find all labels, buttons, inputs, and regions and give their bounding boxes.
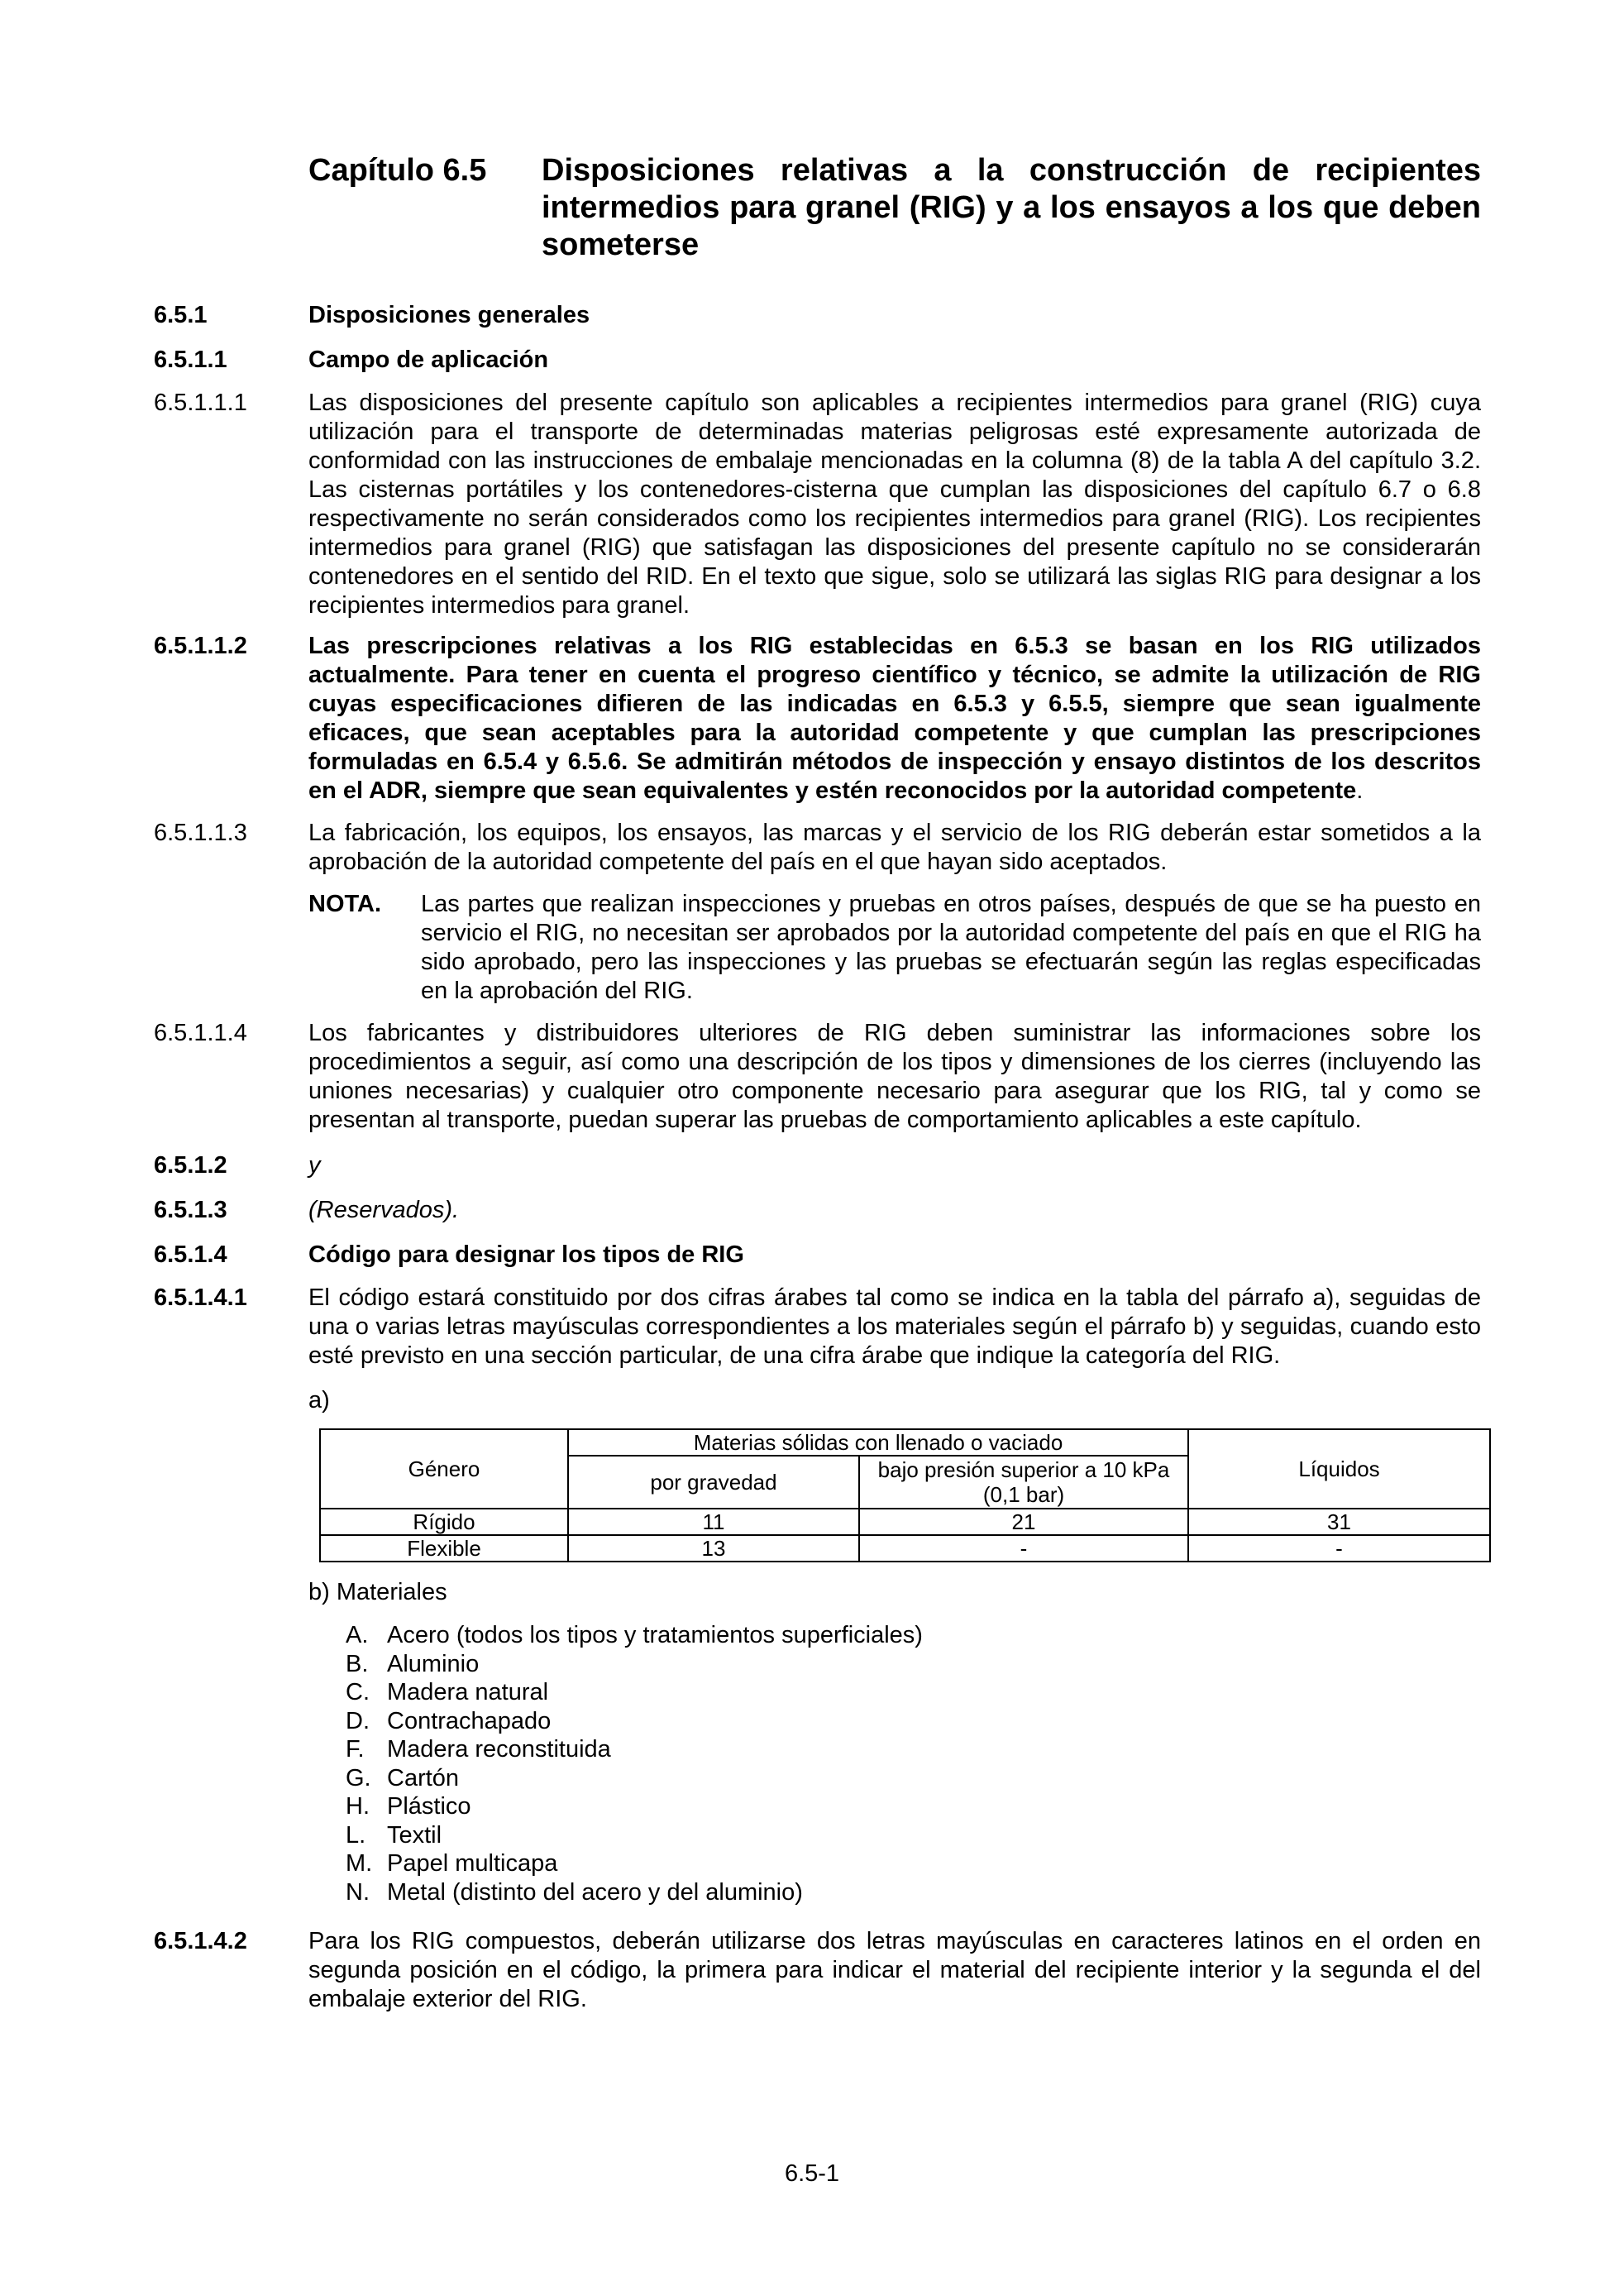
material-name: Madera natural	[387, 1679, 549, 1705]
cell-genero: Flexible	[320, 1535, 568, 1562]
section-title: Campo de aplicación	[308, 347, 549, 373]
material-name: Textil	[387, 1821, 442, 1849]
cell-presion: 21	[859, 1509, 1188, 1535]
paragraph-text: Los fabricantes y distribuidores ulteriores de RIG deben suministrar las informaciones sobre los procedimientos a seguir, así como una descripción de los tipos y dimensiones de los cierres (incluyendo las uniones necesarias) y cualquier otro componente necesario para asegurar que los RIG, tal y como se presentan al transporte, puedan superar las pruebas de comportamiento aplicables a este capítulo.	[308, 1020, 1481, 1133]
material-letter: C.	[346, 1679, 370, 1705]
material-letter: D.	[346, 1707, 370, 1734]
header-presion: bajo presión superior a 10 kPa (0,1 bar)	[859, 1456, 1188, 1509]
paragraph-number: 6.5.1.1.4	[154, 1020, 247, 1046]
header-gravedad: por gravedad	[568, 1456, 859, 1509]
cell-genero: Rígido	[320, 1509, 568, 1535]
section-text: y	[308, 1152, 321, 1179]
section-number: 6.5.1.3	[154, 1197, 227, 1223]
material-name: Contrachapado	[387, 1707, 552, 1734]
cell-liquidos: 31	[1188, 1509, 1490, 1535]
material-name: Metal (distinto del acero y del aluminio)	[387, 1878, 803, 1906]
paragraph-text: La fabricación, los equipos, los ensayos, las marcas y el servicio de los RIG deberán estar sometidos a la aprobación de la autoridad competente del país en el que hayan sido aceptados.	[308, 820, 1481, 875]
section-number: 6.5.1	[154, 302, 208, 328]
paragraph-number: 6.5.1.4.1	[154, 1284, 247, 1311]
cell-liquidos: -	[1188, 1535, 1490, 1562]
table-row	[320, 1535, 1490, 1562]
material-letter: H.	[346, 1793, 370, 1820]
section-title: Disposiciones generales	[308, 302, 590, 328]
material-letter: A.	[346, 1622, 369, 1648]
note-label: NOTA.	[308, 891, 382, 917]
paragraph-number: 6.5.1.4.2	[154, 1928, 247, 1954]
paragraph-number: 6.5.1.1.3	[154, 820, 247, 846]
paragraph-number: 6.5.1.1.1	[154, 390, 247, 416]
materials-label: b) Materiales	[308, 1579, 447, 1605]
material-name: Plástico	[387, 1793, 471, 1820]
material-name: Papel multicapa	[387, 1850, 558, 1877]
material-name: Cartón	[387, 1764, 460, 1791]
chapter-number: Capítulo 6.5	[308, 153, 487, 188]
note-text: Las partes que realizan inspecciones y pruebas en otros países, después de que se ha puesto en servicio el RIG, no necesitan ser aprobados por la autoridad competente del país en que el RIG ha sido aprobado, pero las inspecciones y las pruebas se efectuarán según las reglas especificadas en la aprobación del RIG.	[421, 891, 1481, 1004]
material-name: Acero (todos los tipos y tratamientos superficiales)	[387, 1622, 923, 1648]
paragraph-text	[308, 632, 1481, 806]
cell-gravedad: 13	[568, 1535, 859, 1562]
paragraph-bold-text: Las prescripciones relativas a los RIG establecidas en 6.5.3 se basan en los RIG utilizados actualmente. Para tener en cuenta el progreso científico y técnico, se admite la utilización de RIG cuyas especificaciones difieren de las indicadas en 6.5.3 y 6.5.5, siempre que sean igualmente eficaces, que sean aceptables para la autoridad competente y que cumplan las prescripciones formuladas en 6.5.4 y 6.5.6. Se admitirán métodos de inspección y ensayo distintos de los descritos en el ADR, siempre que sean equivalentes y estén reconocidos por la autoridad competente	[308, 633, 1481, 804]
page-number: 6.5-1	[784, 2160, 840, 2187]
material-letter: F.	[346, 1736, 365, 1763]
cell-presion: -	[859, 1535, 1188, 1562]
material-letter: M.	[346, 1850, 373, 1877]
material-name: Aluminio	[387, 1650, 480, 1677]
paragraph-number: 6.5.1.1.2	[154, 633, 247, 659]
section-number: 6.5.1.1	[154, 347, 227, 373]
section-number: 6.5.1.2	[154, 1152, 227, 1179]
material-letter: G.	[346, 1764, 371, 1791]
paragraph-text: Las disposiciones del presente capítulo son aplicables a recipientes intermedios para granel (RIG) cuya utilización para el transporte de determinadas materias peligrosas esté expresamente autorizada de conformidad con las instrucciones de embalaje mencionadas en la columna (8) de la tabla A del capítulo 3.2. Las cisternas portátiles y los contenedores-cisterna que cumplan las disposiciones del capítulo 6.7 o 6.8 respectivamente no serán considerados como los recipientes intermedios para granel (RIG). Los recipientes intermedios para granel (RIG) que satisfagan las disposiciones del presente capítulo no se considerarán contenedores en el sentido del RID. En el texto que sigue, solo se utilizará las siglas RIG para designar a los recipientes intermedios para granel.	[308, 390, 1481, 619]
cell-gravedad: 11	[568, 1509, 859, 1535]
material-letter: L.	[346, 1821, 366, 1849]
paragraph-end: .	[1356, 777, 1364, 804]
material-letter: B.	[346, 1650, 369, 1677]
header-liquidos: Líquidos	[1188, 1429, 1490, 1509]
paragraph-text: El código estará constituido por dos cifras árabes tal como se indica en la tabla del párrafo a), seguidas de una o varias letras mayúsculas correspondientes a los materiales según el párrafo b) y seguidas, cuando esto esté previsto en una sección particular, de una cifra árabe que indique la categoría del RIG.	[308, 1284, 1481, 1369]
material-letter: N.	[346, 1878, 370, 1906]
section-text: (Reservados).	[308, 1197, 460, 1223]
paragraph-text: Para los RIG compuestos, deberán utilizarse dos letras mayúsculas en caracteres latinos en el orden en segunda posición en el código, la primera para indicar el material del recipiente interior y la segunda el del embalaje exterior del RIG.	[308, 1928, 1481, 2012]
rig-code-table	[319, 1428, 1491, 1562]
section-number: 6.5.1.4	[154, 1241, 227, 1268]
table-a-label: a)	[308, 1387, 330, 1413]
section-title: Código para designar los tipos de RIG	[308, 1241, 744, 1268]
material-name: Madera reconstituida	[387, 1736, 611, 1763]
header-genero: Género	[320, 1429, 568, 1509]
table-row	[320, 1509, 1490, 1535]
chapter-title: Disposiciones relativas a la construcción de recipientes intermedios para granel (RIG) y a los ensayos a los que deben someterse	[542, 153, 1481, 262]
header-solidas: Materias sólidas con llenado o vaciado	[568, 1429, 1188, 1456]
